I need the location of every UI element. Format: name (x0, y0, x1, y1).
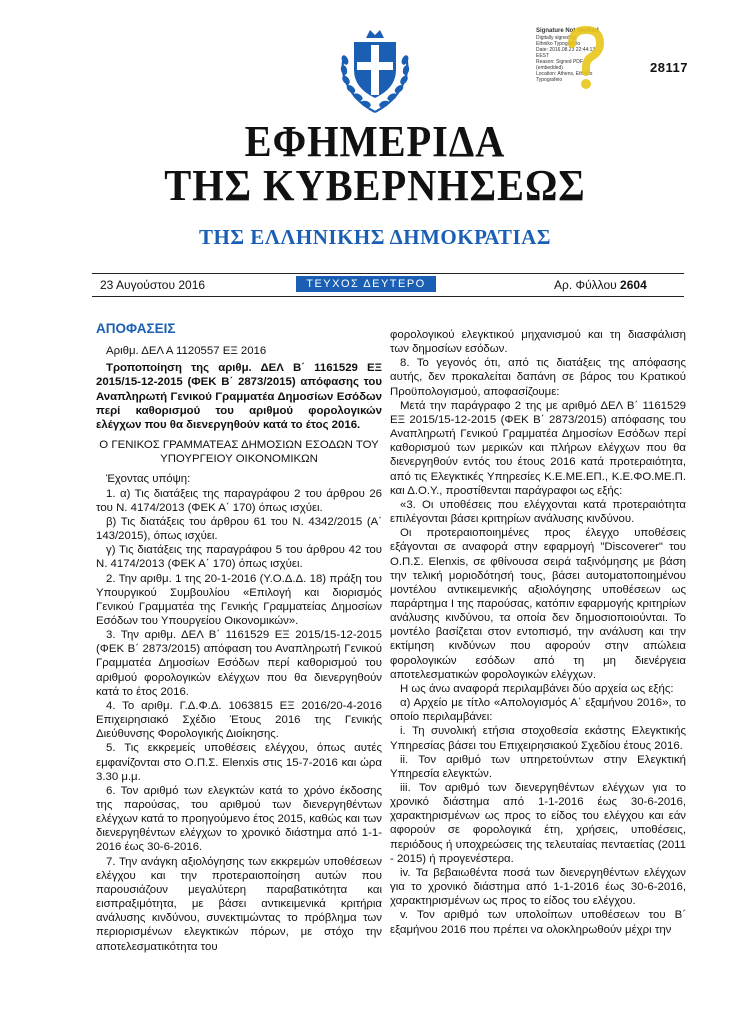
paragraph: φορολογικού ελεγκτικού μηχανισμού και τη διασφάλιση των δημοσίων εσόδων. (390, 329, 686, 356)
paragraph: 1. α) Τις διατάξεις της παραγράφου 2 του άρθρου 26 του Ν. 4174/2013 (ΦΕΚ Α΄ 170) όπως ισχύει. (96, 487, 382, 514)
paragraph: Μετά την παράγραφο 2 της με αριθμό ΔΕΛ Β΄ 1161529 ΕΞ 2015/15-12-2015 (ΦΕΚ Β΄ 2873/2015) απόφασης του Αναπληρωτή Γενικού Γραμματέα Δημοσίων Εσόδων περί καθορισμού των μερικών και πλήρων ελέγχων που θα διενεργηθούν εντός του έτους 2016 κατά προτεραιότητα, από τις Ελεγκτικές Υπηρεσίες Κ.Ε.ΜΕ.ΕΠ., Κ.Ε.ΦΟ.ΜΕ.Π. και Δ.Ο.Υ., προστίθενται παράγραφοι ως εξής: (390, 399, 686, 497)
paragraph: iv. Τα βεβαιωθέντα ποσά των διενεργηθέντων ελέγχων για το χρονικό διάστημα από 1-1-2016 έως 30-6-2016, χαρακτηρισμένων ως προς το είδος του ελέγχου. (390, 866, 686, 908)
paragraph: β) Τις διατάξεις του άρθρου 61 του Ν. 4342/2015 (Α΄ 143/2015), όπως ισχύει. (96, 515, 382, 543)
decision-subject: Τροποποίηση της αριθμ. ΔΕΛ Β΄ 1161529 ΕΞ 2015/15-12-2015 (ΦΕΚ Β΄ 2873/2015) απόφασης του Αναπληρωτή Γενικού Γραμματέα Δημοσίων Εσόδων περί καθορισμού του αριθμού φορολογικών ελέγχων που θα διενεργηθούν κατά το έτος 2016. (96, 362, 382, 431)
paragraph: 6. Τον αριθμό των ελεγκτών κατά το χρόνο έκδοσης της παρούσας, του αριθμού των διενεργηθέντων ελέγχων κατά το προηγούμενο έτος 2015, καθώς και των διενεργηθέντων ελέγχων το χρονικό διάστημα από 1-1-2016 έως 30-6-2016. (96, 784, 383, 854)
paragraph: «3. Οι υποθέσεις που ελέγχονται κατά προτεραιότητα επιλέγονται βάσει κριτηρίων ανάλυσης κινδύνου. (390, 498, 686, 526)
masthead-title-line1: ΕΦΗΜΕΡΙΔΑ (244, 117, 506, 166)
left-column (96, 322, 382, 954)
masthead-title-line2: ΤΗΣ ΚΥΒΕΡΝΗΣΕΩΣ (164, 161, 586, 210)
signature-line: Reason: Signed PDF (536, 59, 583, 65)
sheet-label: Αρ. Φύλλου (554, 278, 617, 292)
greek-state-emblem (336, 26, 414, 118)
paragraph: 4. Το αριθμ. Γ.Δ.Φ.Δ. 1063815 ΕΞ 2016/20-4-2016 Επιχειρησιακό Σχέδιο Έτους 2016 της Γενικής Διεύθυνσης Φορολογικής Διοίκησης. (96, 699, 382, 741)
masthead-subtitle: ΤΗΣ ΕΛΛΗΝΙΚΗΣ ΔΗΜΟΚΡΑΤΙΑΣ (198, 225, 552, 249)
paragraph: 5. Τις εκκρεμείς υποθέσεις ελέγχου, όπως αυτές εμφανίζονται στο Ο.Π.Σ. Elenxis στις 15-7-2016 και ώρα 3.30 μ.μ. (96, 742, 382, 783)
paragraph: α) Αρχείο με τίτλο «Απολογισμός Α΄ εξαμήνου 2016», το οποίο περιλαμβάνει: (390, 697, 686, 724)
signature-line: Date: 2016.08.23 22:44:13 (536, 47, 596, 53)
signature-line: (embedded) (536, 65, 563, 71)
decision-number: Αριθμ. ΔΕΛ Α 1120557 ΕΞ 2016 (106, 345, 267, 358)
sheet-value: 2604 (620, 278, 647, 292)
header-rule-top (92, 273, 684, 274)
paragraph: 3. Την αριθμ. ΔΕΛ Β΄ 1161529 ΕΞ 2015/15-12-2015 (ΦΕΚ Β΄ 2873/2015) απόφαση του Αναπληρωτή Γενικού Γραμματέα Δημοσίων Εσόδων περί καθορισμού του αριθμού φορολογικών ελέγχων που θα διενεργηθούν κατά το έτος 2016. (96, 629, 382, 698)
section-title: ΑΠΟΦΑΣΕΙΣ (96, 321, 176, 336)
sheet-number (554, 278, 647, 292)
issue-date: 23 Αυγούστου 2016 (100, 278, 206, 292)
paragraph: 8. Το γεγονός ότι, από τις διατάξεις της απόφασης αυτής, δεν προκαλείται δαπάνη σε βάρος του Κρατικού Προϋπολογισμού, αποφασίζουμε: (390, 357, 686, 398)
signature-line: Typografeio (536, 77, 563, 83)
paragraph: ii. Τον αριθμό των υπηρετούντων στην Ελεγκτική Υπηρεσία ελεγκτών. (390, 753, 686, 780)
paragraph: iii. Τον αριθμό των διενεργηθέντων ελέγχων για το χρονικό διάστημα από 1-1-2016 έως 30-6-2016, χαρακτηρισμένων ως προς το είδος του ελέγχου και εάν αφορούν σε φορολογικά έτη, χρήσεις, υποθέσεις, περιόδους ή υποχρεώσεις της τελευταίας πενταετίας (2011 - 2015) ή προγενέστερα. (390, 782, 686, 865)
signature-title: Signature Not Verified (536, 28, 599, 34)
paragraph: γ) Τις διατάξεις της παραγράφου 5 του άρθρου 42 του Ν. 4174/2013 (ΦΕΚ Α΄ 170) όπως ισχύει. (96, 544, 382, 571)
paragraph: Οι προτεραιοποιημένες προς έλεγχο υποθέσεις εξάγονται σε αναφορά στην εφαρμογή "Discoverer" του Ο.Π.Σ. Elenxis, σε φθίνουσα σειρά ταξινόμησης με βάση την τελική μοριοδότησή τους, βάσει αυτοματοποιημένου μοντέλου αντικειμενικής αξιολόγησης υποθέσεων ως παράρτημα Ι της παρούσας, κατόπιν εφαρμογής κριτηρίων ανάλυσης κινδύνου, τα οποία δεν δημοσιοποιούνται. Το μοντέλο βασίζεται στον εντοπισμό, την ανάλυση και την εκτίμηση κινδύνων που αφορούν στην απώλεια φορολογικών εσόδων από τη μη διενέργεια αποτελεσματικών φορολογικών ελέγχων. (390, 527, 686, 681)
paragraph: Η ως άνω αναφορά περιλαμβάνει δύο αρχεία ως εξής: (400, 682, 674, 695)
header-rule-bottom (92, 296, 684, 297)
paragraph: v. Τον αριθμό των υπολοίπων υποθέσεων του Β΄ εξαμήνου 2016 που πρέπει να ολοκληρωθούν μέχρι την (390, 909, 686, 936)
signature-line: Ethniko Typografeio (536, 41, 581, 47)
signature-line: Location: Athens, Ethniko (536, 71, 593, 77)
signature-line: Digitally signed by (536, 35, 577, 41)
right-column (390, 328, 686, 937)
issue-band: ΤΕΥΧΟΣ ΔΕΥΤΕΡΟ (296, 276, 436, 292)
paragraph: Έχοντας υπόψη: (106, 473, 191, 486)
signature-line: EEST (536, 53, 550, 59)
paragraph: 2. Την αριθμ. 1 της 20-1-2016 (Υ.Ο.Δ.Δ. 18) πράξη του Υπουργικού Συμβουλίου «Επιλογή και διορισμός Γενικού Γραμματέα της Γενικής Γραμματείας Δημοσίων Εσόδων του Υπουργείου Οικονομικών». (96, 572, 382, 627)
paragraph: i. Τη συνολική ετήσια στοχοθεσία εκάστης Ελεγκτικής Υπηρεσίας βάσει του Επιχειρησιακού Σχεδίου έτους 2016. (390, 725, 686, 752)
question-mark-icon (560, 24, 610, 94)
issuing-authority: Ο ΓΕΝΙΚΟΣ ΓΡΑΜΜΑΤΕΑΣ ΔΗΜΟΣΙΩΝ ΕΣΟΔΩΝ ΤΟΥ ΥΠΟΥΡΓΕΙΟΥ ΟΙΚΟΝΟΜΙΚΩΝ (99, 439, 379, 466)
page-number: 28117 (650, 60, 688, 75)
paragraph: 7. Την ανάγκη αξιολόγησης των εκκρεμών υποθέσεων ελέγχου και την προτεραιοποίηση αυτών που παρουσιάζουν μεγαλύτερη παραβατικότητα και εισπραξιμότητα, με βάσει αντικειμενικά κριτήρια ανάλυσης κινδύνου, συνεκτιμώντας το πρόβλημα των περιορισμένων ελεγκτικών πόρων, με στόχο την αποτελεσματικότητα του (96, 855, 382, 953)
